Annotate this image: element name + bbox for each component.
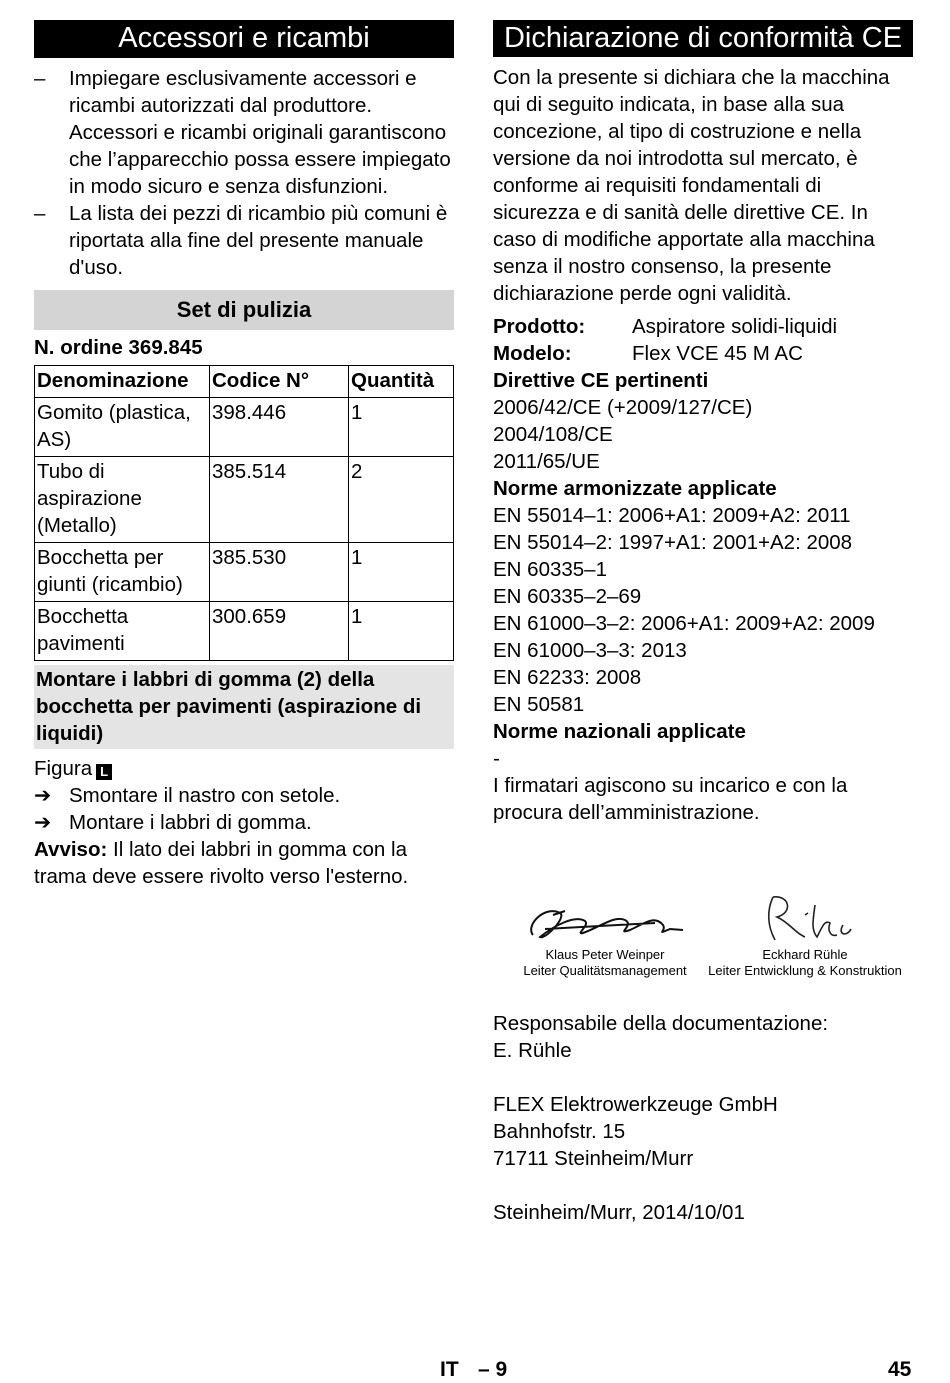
cell-name: Tubo di aspirazione (Metallo): [35, 457, 210, 543]
list-item: [34, 65, 454, 200]
right-column: [493, 20, 913, 826]
directive-item: 2006/42/CE (+2009/127/CE): [493, 396, 753, 419]
col-header-name: Denominazione: [35, 366, 210, 398]
notice-label: Avviso:: [34, 838, 108, 861]
national-title: Norme nazionali applicate: [493, 720, 746, 743]
company-name: FLEX Elektrowerkzeuge GmbH: [493, 1093, 778, 1116]
directives-title: Direttive CE pertinenti: [493, 369, 709, 392]
signature-ruehle: [769, 897, 851, 940]
table-header-row: [35, 366, 454, 398]
signature2-role: Leiter Entwicklung & Konstruktion: [708, 963, 902, 978]
responsible-block: [493, 1010, 913, 1226]
col-header-quantity: Quantità: [349, 366, 454, 398]
directive-item: 2011/65/UE: [493, 450, 600, 473]
accessories-list: [34, 65, 454, 281]
instruction-step: [34, 809, 454, 836]
product-label: Prodotto:: [493, 315, 586, 338]
cell-name: Bocchetta per giunti (ricambio): [35, 543, 210, 602]
list-item-text: Impiegare esclusivamente accessori e ricambi autorizzati dal produttore. Accessori e ricambi originali garantiscono che l’apparecchio possa essere impiegato in modo sicuro e senza disfunzioni.: [69, 67, 451, 198]
product-value: Aspiratore solidi-liquidi: [632, 315, 838, 338]
product-row: [493, 313, 913, 340]
table-row: [35, 398, 454, 457]
cell-name: Bocchetta pavimenti: [35, 602, 210, 661]
cleaning-set-title: Set di pulizia: [34, 290, 454, 330]
doc-resp-name: E. Rühle: [493, 1039, 572, 1062]
table-row: [35, 602, 454, 661]
signatures-block: [505, 885, 915, 985]
cell-code: 300.659: [210, 602, 349, 661]
table-row: [35, 457, 454, 543]
standard-item: EN 62233: 2008: [493, 666, 642, 689]
signature-graphics: [505, 885, 915, 955]
model-value: Flex VCE 45 M AC: [632, 342, 803, 365]
standard-item: EN 60335–2–69: [493, 585, 642, 608]
dash-bullet: –: [34, 67, 46, 90]
signature1-name: Klaus Peter Weinper: [545, 947, 665, 962]
standard-item: EN 55014–1: 2006+A1: 2009+A2: 2011: [493, 504, 851, 527]
cell-quantity: 1: [349, 398, 454, 457]
step-text: Montare i labbri di gomma.: [69, 811, 312, 834]
date-place: Steinheim/Murr, 2014/10/01: [493, 1201, 745, 1224]
instruction-step: [34, 782, 454, 809]
cell-code: 398.446: [210, 398, 349, 457]
signature1-role: Leiter Qualitätsmanagement: [523, 963, 687, 978]
declaration-intro: Con la presente si dichiara che la macchina qui di seguito indicata, in base alla sua concezione, al tipo di costruzione e nella versione da noi introdotta sul mercato, è conforme ai requisiti fondamentali di sicurezza e di sanità delle direttive CE. In caso di modifiche apportate alla macchina senza il nostro consenso, la presente dichiarazione perde ogni validità.: [493, 66, 890, 305]
cell-quantity: 2: [349, 457, 454, 543]
standard-item: EN 61000–3–3: 2013: [493, 639, 687, 662]
parts-table: [34, 365, 454, 661]
list-item: [34, 200, 454, 281]
notice: [34, 836, 454, 890]
company-street: Bahnhofstr. 15: [493, 1120, 626, 1143]
model-label: Modelo:: [493, 342, 572, 365]
left-column: [34, 20, 454, 890]
company-city: 71711 Steinheim/Murr: [493, 1147, 694, 1170]
cell-code: 385.530: [210, 543, 349, 602]
signature-weinper: [531, 911, 683, 937]
mount-lips-title: Montare i labbri di gomma (2) della bocchetta per pavimenti (aspirazione di liquidi): [34, 665, 454, 749]
figure-label: Figura: [34, 757, 93, 780]
dash-bullet: –: [34, 202, 46, 225]
arrow-right-icon: ➔: [34, 811, 52, 834]
national-value: -: [493, 747, 500, 770]
list-item-text: La lista dei pezzi di ricambio più comuni è riportata alla fine del presente manuale d'uso.: [69, 202, 448, 279]
arrow-right-icon: ➔: [34, 784, 52, 807]
step-text: Smontare il nastro con setole.: [69, 784, 341, 807]
model-row: [493, 340, 913, 367]
footer-page-number: 45: [888, 1358, 912, 1381]
table-row: [35, 543, 454, 602]
standard-item: EN 60335–1: [493, 558, 607, 581]
cell-quantity: 1: [349, 602, 454, 661]
figure-ref-icon: L: [96, 764, 112, 780]
standard-item: EN 61000–3–2: 2006+A1: 2009+A2: 2009: [493, 612, 875, 635]
order-number: N. ordine 369.845: [34, 336, 203, 359]
footer-section-page: – 9: [478, 1358, 508, 1381]
section-title-accessories: Accessori e ricambi: [34, 20, 454, 58]
standard-item: EN 50581: [493, 693, 585, 716]
footer-language: IT: [440, 1358, 459, 1381]
doc-resp-label: Responsabile della documentazione:: [493, 1012, 829, 1035]
harmonized-title: Norme armonizzate applicate: [493, 477, 777, 500]
cell-code: 385.514: [210, 457, 349, 543]
cell-quantity: 1: [349, 543, 454, 602]
signatories-text: I firmatari agiscono su incarico e con la procura dell’amministrazione.: [493, 774, 848, 824]
figure-reference: [34, 755, 454, 782]
col-header-code: Codice N°: [210, 366, 349, 398]
signature2-name: Eckhard Rühle: [762, 947, 848, 962]
directive-item: 2004/108/CE: [493, 423, 613, 446]
section-title-conformity: Dichiarazione di conformità CE: [493, 20, 913, 57]
standard-item: EN 55014–2: 1997+A1: 2001+A2: 2008: [493, 531, 853, 554]
cell-name: Gomito (plastica, AS): [35, 398, 210, 457]
notice-text: Il lato dei labbri in gomma con la trama deve essere rivolto verso l'esterno.: [34, 838, 409, 888]
